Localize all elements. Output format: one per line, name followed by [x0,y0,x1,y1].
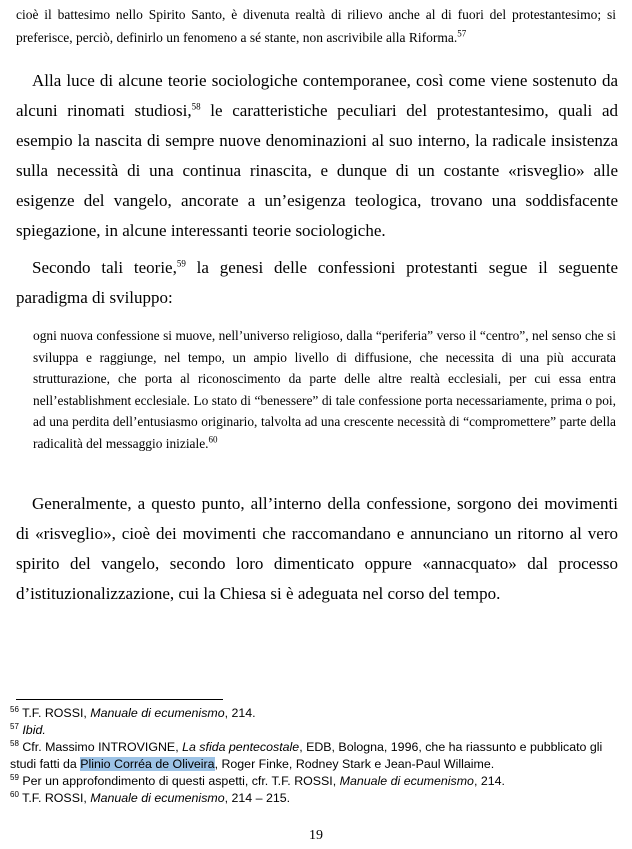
footnote-text: , 214. [473,774,505,788]
footnote-number: 57 [10,721,19,731]
paragraph-text: Alla luce di alcune teorie sociologiche contemporanee, così come viene sostenuto da alcuni rinomati studiosi, [16,71,618,120]
footnote-text: Cfr. Massimo INTROVIGNE, [22,740,183,754]
footnote-number: 58 [10,738,19,748]
footnote-59 [10,773,622,790]
footnote-ref-58[interactable]: 58 [191,101,201,112]
footnote-58 [10,739,622,773]
block-quote [33,325,616,455]
quote-text: ogni nuova confessione si muove, nell’universo religioso, dalla “periferia” verso il “centro”, nel senso che si sviluppa e raggiunge, nel tempo, un ampio livello di diffusione, che necessita di una più accurata strutturazione, che porta al riconoscimento da parte delle altre realtà ecclesiali, per cui essa entra nell’establishment ecclesiale. Lo stato di “benessere” di tale confessione porta necessariamente, prima o poi, ad una perdita dell’entusiasmo originario, talvolta ad una crescente necessità di “compromettere” parte della radicalità del messaggio iniziale. [33,328,616,451]
paragraph-continuation [16,3,616,49]
page-number: 19 [309,828,323,843]
paragraph-theories-intro [16,253,618,313]
paragraph-revival-movements [16,489,618,609]
paragraph-text: cioè il battesimo nello Spirito Santo, è divenuta realtà di rilievo anche al di fuori del protestantesimo; si preferisce, perciò, definirlo un fenomeno a sé stante, non ascrivibile alla Riforma. [16,7,616,45]
footnote-author: T.F. ROSSI, [22,791,91,805]
paragraph-sociological-theories [16,66,618,246]
footnote-text: , EDB, Bologna, 1996, che ha riassunto e pubblicato gli studi fatti da [10,740,603,771]
footnotes-section [10,705,622,807]
footnote-title: Manuale di ecumenismo [90,706,225,720]
footnote-60 [10,790,622,807]
footnote-ref-57[interactable]: 57 [457,28,467,39]
paragraph-text: le caratteristiche peculiari del protestantesimo, quali ad esempio la nascita di sempre nuove denominazioni al suo interno, la radicale insistenza sulla necessità di una continua rinascita, e dunque di un costante «risveglio» alle esigenze del vangelo, ancorate a un’esigenza teologica, trovano una soddisfacente spiegazione, in alcune interessanti teorie sociologiche. [16,101,618,240]
footnote-text: , 214. [224,706,256,720]
footnote-title: Ibid. [22,723,46,737]
footnote-number: 56 [10,704,19,714]
paragraph-text: Secondo tali teorie, [32,258,177,277]
footnote-title: La sfida pentecostale [182,740,300,754]
footnote-ref-59[interactable]: 59 [176,258,186,269]
footnote-56 [10,705,622,722]
footnote-ref-60[interactable]: 60 [208,434,218,445]
paragraph-text: la genesi delle confessioni protestanti segue il seguente paradigma di sviluppo: [16,258,618,307]
footnote-text: , 214 – 215. [224,791,291,805]
footnote-separator [16,699,223,700]
footnote-number: 60 [10,789,19,799]
footnote-author: T.F. ROSSI, [22,706,91,720]
selected-text-highlight[interactable]: Plinio Corréa de Oliveira [80,757,215,771]
footnote-title: Manuale di ecumenismo [90,791,225,805]
footnote-text: Per un approfondimento di questi aspetti, cfr. T.F. ROSSI, [22,774,340,788]
footnote-57 [10,722,622,739]
footnote-number: 59 [10,772,19,782]
paragraph-text: Generalmente, a questo punto, all’interno della confessione, sorgono dei movimenti di «risveglio», cioè dei movimenti che raccomandano e annunciano un ritorno al vero spirito del vangelo, secondo loro dimenticato oppure «annacquato» dal processo d’istituzionalizzazione, cui la Chiesa si è adeguata nel corso del tempo. [16,494,618,603]
footnote-title: Manuale di ecumenismo [339,774,474,788]
footnote-text: , Roger Finke, Rodney Stark e Jean-Paul Willaime. [214,757,495,771]
